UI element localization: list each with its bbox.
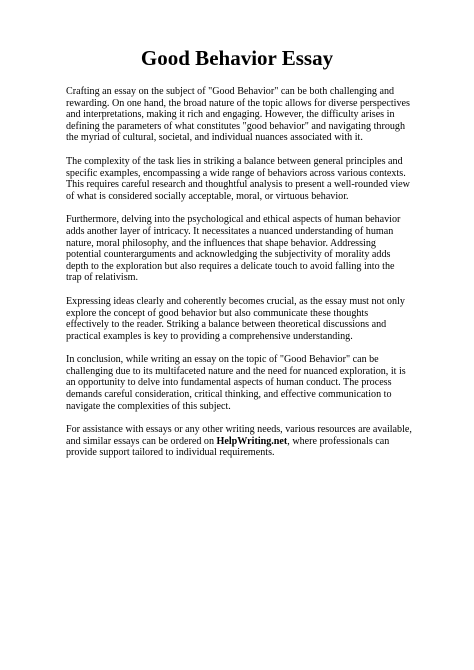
- brand-name: HelpWriting.net: [216, 435, 288, 447]
- paragraph-1: Crafting an essay on the subject of "Good Behavior" can be both challenging and rewarding. On one hand, the broad nature of the topic allows for diverse perspectives and interpretations, making it rich and engaging. However, the difficulty arises in defining the parameters of what constitutes "good behavior" and navigating through the myriad of cultural, societal, and individual nuances associated with it.: [66, 86, 410, 144]
- closing-paragraph: [66, 424, 412, 459]
- closing-text-after: , where professionals can provide support tailored to individual requirements.: [66, 435, 390, 459]
- document-title: Good Behavior Essay: [140, 46, 334, 70]
- paragraph-5: In conclusion, while writing an essay on the topic of "Good Behavior" can be challenging due to its multifaceted nature and the need for nuanced exploration, it is an opportunity to delve into fundamental aspects of human conduct. The process demands careful consideration, critical thinking, and effective communication to navigate the complexities of this subject.: [66, 354, 406, 412]
- document-body: [66, 86, 412, 471]
- paragraph-3: Furthermore, delving into the psychological and ethical aspects of human behavior adds another layer of intricacy. It necessitates a nuanced understanding of human nature, moral philosophy, and the influences that shape behavior. Addressing potential counterarguments and acknowledging the subjectivity of morality adds depth to the exploration but also requires a delicate touch to avoid falling into the trap of relativism.: [66, 214, 401, 284]
- paragraph-2: The complexity of the task lies in striking a balance between general principles and specific examples, encompassing a wide range of behaviors across various contexts. This requires careful research and thoughtful analysis to present a well-rounded view of what is considered socially acceptable, moral, or virtuous behavior.: [66, 155, 410, 202]
- closing-text-before: For assistance with essays or any other writing needs, various resources are available, and similar essays can be ordered on: [66, 424, 412, 447]
- paragraph-4: Expressing ideas clearly and coherently becomes crucial, as the essay must not only explore the concept of good behavior but also communicate these thoughts effectively to the reader. Striking a balance between theoretical discussions and practical examples is key to providing a comprehensive understanding.: [66, 295, 405, 342]
